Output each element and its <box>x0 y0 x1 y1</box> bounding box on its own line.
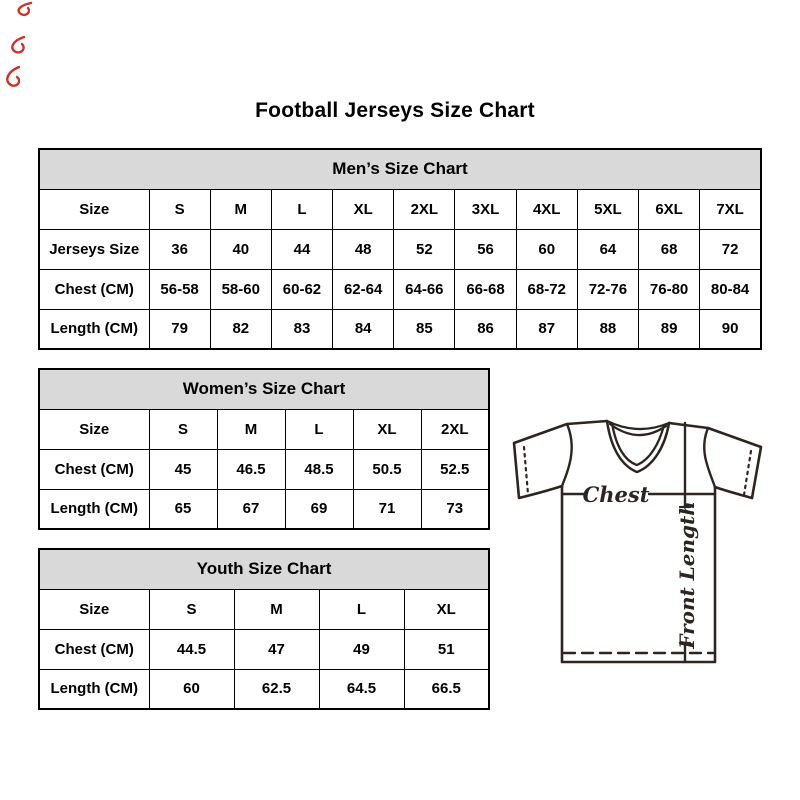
table-title: Youth Size Chart <box>39 549 489 589</box>
womens-size-table <box>38 368 490 530</box>
table-cell: 44.5 <box>149 629 234 669</box>
chest-label: Chest <box>582 482 650 507</box>
table-cell: 62-64 <box>333 269 394 309</box>
table-cell: 73 <box>421 489 489 529</box>
table-cell: 48 <box>333 229 394 269</box>
column-header: 7XL <box>700 189 761 229</box>
table-cell: 52 <box>394 229 455 269</box>
table-cell: 71 <box>353 489 421 529</box>
table-cell: 66.5 <box>404 669 489 709</box>
column-header: L <box>285 409 353 449</box>
table-cell: 60 <box>516 229 577 269</box>
table-cell: 86 <box>455 309 516 349</box>
table-cell: 49 <box>319 629 404 669</box>
table-cell: 58-60 <box>210 269 271 309</box>
table-row <box>39 449 489 489</box>
column-header: XL <box>333 189 394 229</box>
table-cell: 67 <box>217 489 285 529</box>
table-row <box>39 229 761 269</box>
row-header: Chest (CM) <box>39 629 149 669</box>
table-cell: 68 <box>639 229 700 269</box>
row-header: Chest (CM) <box>39 449 149 489</box>
cuff-stitch-left <box>524 447 528 494</box>
column-header: XL <box>404 589 489 629</box>
column-header: L <box>319 589 404 629</box>
row-header: Size <box>39 409 149 449</box>
table-row <box>39 269 761 309</box>
table-cell: 89 <box>639 309 700 349</box>
table-cell: 46.5 <box>217 449 285 489</box>
table-cell: 47 <box>234 629 319 669</box>
table-header-row <box>39 409 489 449</box>
table-row <box>39 669 489 709</box>
column-header: 6XL <box>639 189 700 229</box>
table-row <box>39 489 489 529</box>
column-header: 2XL <box>421 409 489 449</box>
row-header: Size <box>39 589 149 629</box>
page-title: Football Jerseys Size Chart <box>255 99 535 122</box>
table-cell: 62.5 <box>234 669 319 709</box>
column-header: S <box>149 189 210 229</box>
row-header: Length (CM) <box>39 669 149 709</box>
row-header: Length (CM) <box>39 309 149 349</box>
row-header: Jerseys Size <box>39 229 149 269</box>
table-title: Women’s Size Chart <box>39 369 489 409</box>
jersey-measurement-diagram <box>495 408 780 670</box>
table-cell: 87 <box>516 309 577 349</box>
column-header: XL <box>353 409 421 449</box>
table-cell: 45 <box>149 449 217 489</box>
table-cell: 79 <box>149 309 210 349</box>
row-header: Length (CM) <box>39 489 149 529</box>
row-header: Chest (CM) <box>39 269 149 309</box>
table-header-row <box>39 589 489 629</box>
table-row <box>39 309 761 349</box>
table-title-row <box>39 149 761 189</box>
table-cell: 66-68 <box>455 269 516 309</box>
table-cell: 69 <box>285 489 353 529</box>
red-watermark-strokes <box>0 0 40 100</box>
table-title-row <box>39 369 489 409</box>
table-title: Men’s Size Chart <box>39 149 761 189</box>
table-cell: 65 <box>149 489 217 529</box>
table-cell: 80-84 <box>700 269 761 309</box>
table-row <box>39 629 489 669</box>
table-cell: 40 <box>210 229 271 269</box>
table-cell: 76-80 <box>639 269 700 309</box>
table-cell: 84 <box>333 309 394 349</box>
table-cell: 56-58 <box>149 269 210 309</box>
column-header: M <box>217 409 285 449</box>
table-title-row <box>39 549 489 589</box>
column-header: 2XL <box>394 189 455 229</box>
table-cell: 36 <box>149 229 210 269</box>
column-header: 3XL <box>455 189 516 229</box>
table-cell: 64.5 <box>319 669 404 709</box>
table-cell: 56 <box>455 229 516 269</box>
front-length-label: Front Length <box>675 501 699 649</box>
table-cell: 64 <box>577 229 638 269</box>
table-cell: 60-62 <box>271 269 332 309</box>
table-cell: 48.5 <box>285 449 353 489</box>
table-cell: 60 <box>149 669 234 709</box>
table-cell: 72 <box>700 229 761 269</box>
column-header: 4XL <box>516 189 577 229</box>
table-cell: 52.5 <box>421 449 489 489</box>
table-cell: 82 <box>210 309 271 349</box>
cuff-stitch-right <box>744 451 751 495</box>
table-cell: 50.5 <box>353 449 421 489</box>
column-header: M <box>234 589 319 629</box>
column-header: S <box>149 589 234 629</box>
row-header: Size <box>39 189 149 229</box>
youth-size-table <box>38 548 490 710</box>
column-header: M <box>210 189 271 229</box>
table-cell: 68-72 <box>516 269 577 309</box>
table-cell: 72-76 <box>577 269 638 309</box>
table-cell: 64-66 <box>394 269 455 309</box>
table-cell: 90 <box>700 309 761 349</box>
table-cell: 85 <box>394 309 455 349</box>
table-cell: 83 <box>271 309 332 349</box>
column-header: 5XL <box>577 189 638 229</box>
table-cell: 88 <box>577 309 638 349</box>
mens-size-table <box>38 148 762 350</box>
table-header-row <box>39 189 761 229</box>
column-header: S <box>149 409 217 449</box>
column-header: L <box>271 189 332 229</box>
table-cell: 44 <box>271 229 332 269</box>
table-cell: 51 <box>404 629 489 669</box>
